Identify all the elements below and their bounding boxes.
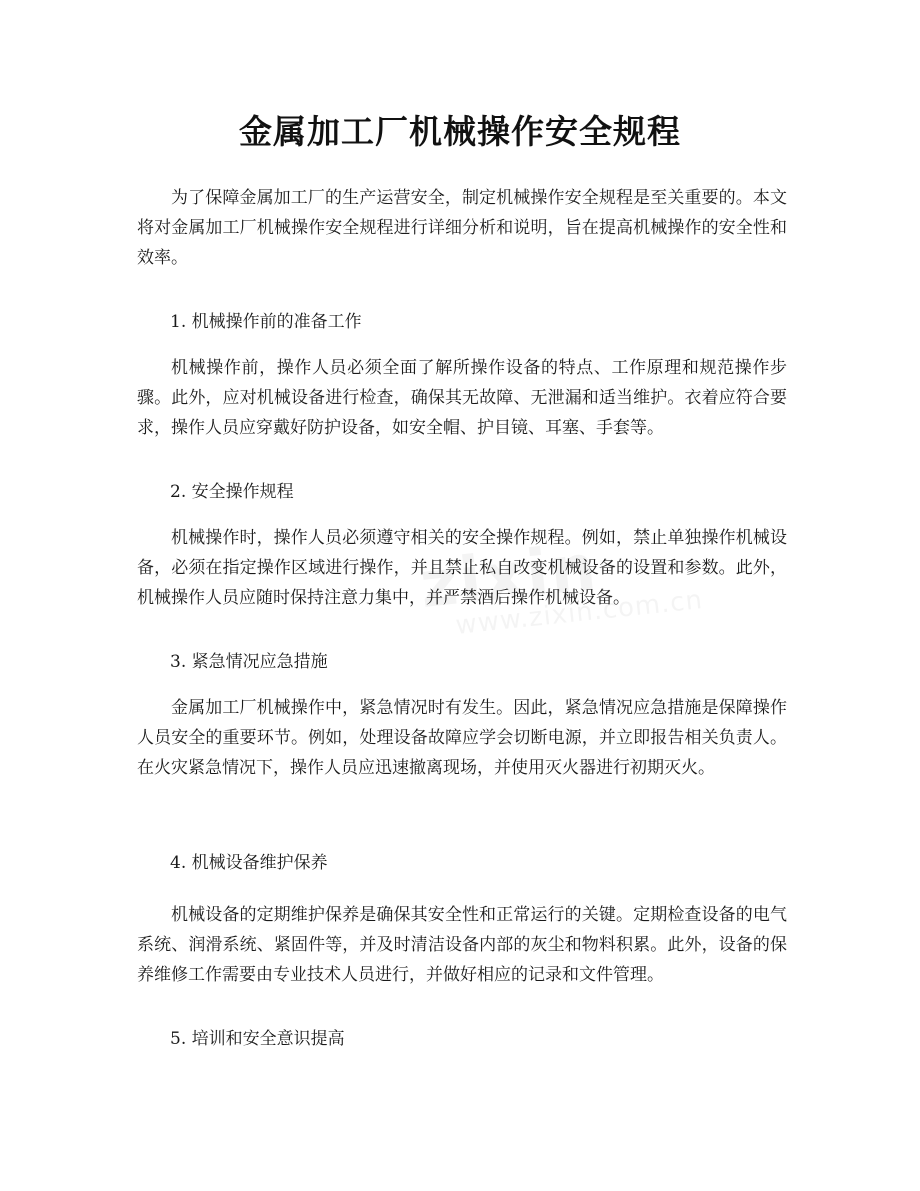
section-heading-3: 3. 紧急情况应急措施 [170,652,328,672]
section-heading-1: 1. 机械操作前的准备工作 [170,312,362,332]
section-body-4: 机械设备的定期维护保养是确保其安全性和正常运行的关键。定期检查设备的电气系统、润滑系统、紧固件等，并及时清洁设备内部的灰尘和物料积累。此外，设备的保养维修工作需要由专业技术人员进行，并做好相应的记录和文件管理。 [137,905,787,985]
section-heading-5: 5. 培训和安全意识提高 [170,1029,345,1049]
section-heading-2: 2. 安全操作规程 [170,482,294,502]
section-heading-4: 4. 机械设备维护保养 [170,853,328,873]
document-title: 金属加工厂机械操作安全规程 [239,112,681,151]
section-body-2: 机械操作时，操作人员必须遵守相关的安全操作规程。例如，禁止单独操作机械设备，必须在指定操作区域进行操作，并且禁止私自改变机械设备的设置和参数。此外，机械操作人员应随时保持注意力集中，并严禁酒后操作机械设备。 [137,528,787,608]
intro-paragraph: 为了保障金属加工厂的生产运营安全，制定机械操作安全规程是至关重要的。本文将对金属加工厂机械操作安全规程进行详细分析和说明，旨在提高机械操作的安全性和效率。 [137,188,787,268]
section-body-3: 金属加工厂机械操作中，紧急情况时有发生。因此，紧急情况应急措施是保障操作人员安全的重要环节。例如，处理设备故障应学会切断电源，并立即报告相关负责人。在火灾紧急情况下，操作人员应迅速撤离现场，并使用灭火器进行初期灭火。 [137,698,787,778]
section-body-1: 机械操作前，操作人员必须全面了解所操作设备的特点、工作原理和规范操作步骤。此外，应对机械设备进行检查，确保其无故障、无泄漏和适当维护。衣着应符合要求，操作人员应穿戴好防护设备，如安全帽、护目镜、耳塞、手套等。 [137,358,787,438]
